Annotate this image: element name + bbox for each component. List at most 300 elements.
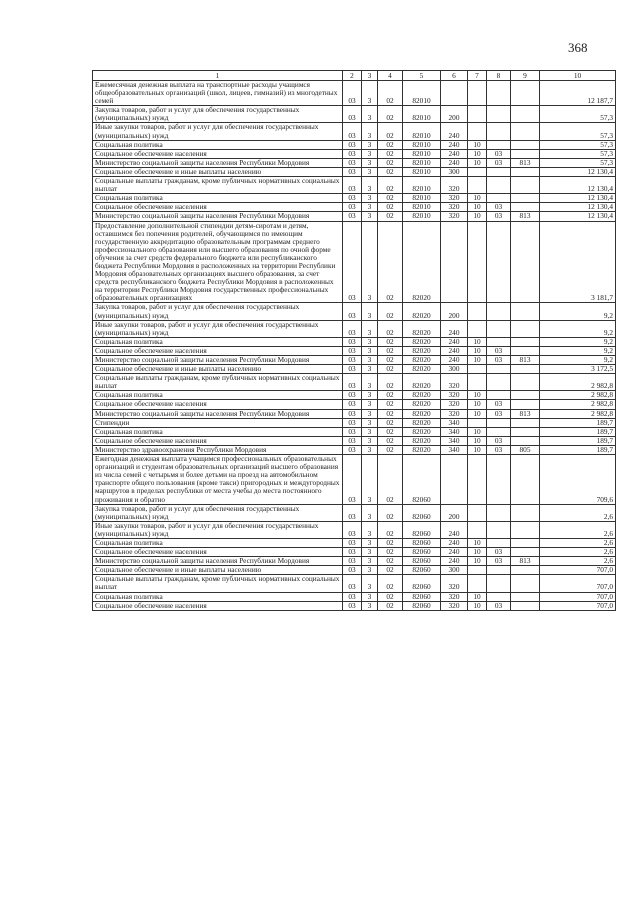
table-row [93, 445, 616, 454]
cell-code-a: 03 [343, 409, 362, 418]
table-row [93, 303, 616, 320]
cell-subsection [487, 177, 511, 194]
cell-code-a: 03 [343, 601, 362, 610]
cell-section [468, 167, 487, 176]
cell-code-a: 03 [343, 106, 362, 123]
cell-code-c: 02 [378, 158, 403, 167]
table-row [93, 521, 616, 538]
cell-item-name: Иные закупки товаров, работ и услуг для обеспечения государственных (муниципальных) нужд [93, 521, 343, 538]
cell-expense-type: 340 [441, 445, 468, 454]
cell-amount: 12 130,4 [540, 194, 616, 203]
cell-ministry-code [511, 337, 540, 346]
cell-section: 10 [468, 601, 487, 610]
cell-subsection: 03 [487, 346, 511, 355]
table-row [93, 140, 616, 149]
cell-item-name: Закупка товаров, работ и услуг для обеспечения государственных (муниципальных) нужд [93, 504, 343, 521]
cell-subsection: 03 [487, 212, 511, 221]
cell-subsection [487, 365, 511, 374]
cell-expense-type: 240 [441, 356, 468, 365]
cell-code-c: 02 [378, 521, 403, 538]
cell-amount: 12 130,4 [540, 167, 616, 176]
cell-expense-type: 320 [441, 212, 468, 221]
cell-target-code: 82060 [403, 504, 441, 521]
cell-item-name: Социальная политика [93, 427, 343, 436]
cell-section [468, 418, 487, 427]
cell-section [468, 320, 487, 337]
cell-code-b: 3 [362, 81, 378, 106]
cell-target-code: 82010 [403, 106, 441, 123]
cell-target-code: 82020 [403, 374, 441, 391]
cell-item-name: Социальное обеспечение населения [93, 203, 343, 212]
cell-code-a: 03 [343, 566, 362, 575]
cell-expense-type [441, 455, 468, 505]
cell-item-name: Социальное обеспечение и иные выплаты населению [93, 566, 343, 575]
cell-subsection: 03 [487, 548, 511, 557]
cell-code-a: 03 [343, 538, 362, 547]
cell-expense-type: 340 [441, 418, 468, 427]
cell-expense-type: 240 [441, 140, 468, 149]
cell-amount: 9,2 [540, 320, 616, 337]
cell-code-c: 02 [378, 123, 403, 140]
cell-amount: 2,6 [540, 521, 616, 538]
cell-target-code: 82020 [403, 427, 441, 436]
cell-ministry-code [511, 374, 540, 391]
cell-subsection: 03 [487, 149, 511, 158]
cell-ministry-code [511, 320, 540, 337]
cell-item-name: Социальная политика [93, 538, 343, 547]
cell-amount: 57,3 [540, 106, 616, 123]
cell-ministry-code: 813 [511, 409, 540, 418]
cell-code-c: 02 [378, 575, 403, 592]
cell-code-c: 02 [378, 346, 403, 355]
cell-code-b: 3 [362, 374, 378, 391]
cell-amount: 12 130,4 [540, 177, 616, 194]
cell-section: 10 [468, 538, 487, 547]
cell-amount: 707,0 [540, 601, 616, 610]
cell-section: 10 [468, 194, 487, 203]
cell-subsection [487, 374, 511, 391]
cell-code-b: 3 [362, 436, 378, 445]
cell-code-a: 03 [343, 374, 362, 391]
cell-target-code: 82060 [403, 601, 441, 610]
cell-item-name: Социальное обеспечение и иные выплаты населению [93, 365, 343, 374]
column-header: 9 [511, 71, 540, 81]
cell-target-code: 82020 [403, 221, 441, 303]
cell-ministry-code [511, 538, 540, 547]
table-row [93, 592, 616, 601]
table-row [93, 81, 616, 106]
cell-subsection [487, 455, 511, 505]
cell-section [468, 106, 487, 123]
cell-amount: 12 130,4 [540, 203, 616, 212]
cell-expense-type: 320 [441, 592, 468, 601]
cell-ministry-code [511, 455, 540, 505]
cell-code-a: 03 [343, 436, 362, 445]
cell-ministry-code [511, 566, 540, 575]
cell-code-b: 3 [362, 337, 378, 346]
cell-subsection: 03 [487, 409, 511, 418]
cell-section: 10 [468, 427, 487, 436]
cell-subsection [487, 106, 511, 123]
cell-expense-type: 240 [441, 320, 468, 337]
cell-item-name: Социальная политика [93, 592, 343, 601]
cell-item-name: Министерство социальной защиты населения Республики Мордовия [93, 557, 343, 566]
cell-subsection: 03 [487, 557, 511, 566]
table-body [93, 81, 616, 611]
cell-section [468, 521, 487, 538]
table-row [93, 106, 616, 123]
cell-ministry-code [511, 81, 540, 106]
cell-expense-type: 200 [441, 504, 468, 521]
table-row [93, 346, 616, 355]
cell-expense-type: 320 [441, 409, 468, 418]
cell-item-name: Стипендии [93, 418, 343, 427]
cell-expense-type: 320 [441, 575, 468, 592]
cell-expense-type: 320 [441, 203, 468, 212]
cell-item-name: Ежегодная денежная выплата учащимся профессиональных образовательных организаций и студентам образовательных организаций высшего образования из числа семей с четырьмя и более детьми на проезд на автомобильном транспорте общего пользования (кроме такси) пригородных и междугородных маршрутов в пределах республики от места учебы до места постоянного проживания и обратно [93, 455, 343, 505]
cell-ministry-code: 813 [511, 557, 540, 566]
cell-code-c: 02 [378, 538, 403, 547]
cell-code-b: 3 [362, 521, 378, 538]
cell-code-a: 03 [343, 158, 362, 167]
cell-subsection [487, 504, 511, 521]
table-row [93, 149, 616, 158]
cell-code-b: 3 [362, 203, 378, 212]
cell-code-c: 02 [378, 391, 403, 400]
cell-code-a: 03 [343, 177, 362, 194]
cell-expense-type: 300 [441, 167, 468, 176]
cell-amount: 189,7 [540, 418, 616, 427]
table-row [93, 391, 616, 400]
cell-code-c: 02 [378, 106, 403, 123]
cell-subsection [487, 521, 511, 538]
cell-ministry-code [511, 149, 540, 158]
cell-expense-type: 240 [441, 149, 468, 158]
cell-item-name: Социальные выплаты гражданам, кроме публичных нормативных социальных выплат [93, 177, 343, 194]
cell-code-a: 03 [343, 140, 362, 149]
column-header: 10 [540, 71, 616, 81]
cell-item-name: Социальная политика [93, 337, 343, 346]
cell-ministry-code [511, 123, 540, 140]
cell-target-code: 82020 [403, 320, 441, 337]
cell-item-name: Министерство здравоохранения Республики Мордовия [93, 445, 343, 454]
cell-ministry-code [511, 303, 540, 320]
table-row [93, 167, 616, 176]
cell-target-code: 82010 [403, 167, 441, 176]
table-row [93, 409, 616, 418]
cell-expense-type: 240 [441, 538, 468, 547]
cell-ministry-code [511, 436, 540, 445]
cell-code-b: 3 [362, 548, 378, 557]
cell-item-name: Социальная политика [93, 140, 343, 149]
cell-code-b: 3 [362, 504, 378, 521]
cell-ministry-code [511, 391, 540, 400]
budget-table [92, 70, 616, 611]
cell-target-code: 82020 [403, 365, 441, 374]
cell-section [468, 81, 487, 106]
cell-amount: 57,3 [540, 149, 616, 158]
cell-item-name: Министерство социальной защиты населения Республики Мордовия [93, 212, 343, 221]
cell-code-c: 02 [378, 212, 403, 221]
cell-code-b: 3 [362, 123, 378, 140]
cell-ministry-code [511, 194, 540, 203]
table-row [93, 400, 616, 409]
cell-code-c: 02 [378, 303, 403, 320]
cell-code-c: 02 [378, 557, 403, 566]
cell-expense-type: 340 [441, 427, 468, 436]
cell-target-code: 82020 [403, 409, 441, 418]
cell-section: 10 [468, 391, 487, 400]
cell-target-code: 82020 [403, 303, 441, 320]
cell-code-a: 03 [343, 212, 362, 221]
cell-amount: 2,6 [540, 538, 616, 547]
cell-item-name: Социальное обеспечение и иные выплаты населению [93, 167, 343, 176]
cell-code-c: 02 [378, 409, 403, 418]
cell-expense-type: 320 [441, 374, 468, 391]
cell-item-name: Социальное обеспечение населения [93, 548, 343, 557]
cell-subsection [487, 592, 511, 601]
cell-section [468, 566, 487, 575]
cell-section: 10 [468, 409, 487, 418]
cell-code-c: 02 [378, 167, 403, 176]
cell-code-a: 03 [343, 391, 362, 400]
table-row [93, 320, 616, 337]
cell-section: 10 [468, 400, 487, 409]
cell-section: 10 [468, 548, 487, 557]
cell-amount: 57,3 [540, 158, 616, 167]
cell-code-b: 3 [362, 212, 378, 221]
cell-target-code: 82010 [403, 194, 441, 203]
cell-code-b: 3 [362, 194, 378, 203]
cell-code-c: 02 [378, 418, 403, 427]
cell-code-b: 3 [362, 455, 378, 505]
cell-expense-type: 320 [441, 177, 468, 194]
table-row [93, 504, 616, 521]
cell-item-name: Социальные выплаты гражданам, кроме публичных нормативных социальных выплат [93, 374, 343, 391]
cell-ministry-code [511, 346, 540, 355]
table-row [93, 221, 616, 303]
cell-code-a: 03 [343, 365, 362, 374]
cell-code-b: 3 [362, 221, 378, 303]
cell-code-c: 02 [378, 436, 403, 445]
cell-expense-type: 240 [441, 123, 468, 140]
cell-amount: 2 982,8 [540, 409, 616, 418]
cell-code-a: 03 [343, 504, 362, 521]
table-row [93, 436, 616, 445]
table-row [93, 548, 616, 557]
table-row [93, 418, 616, 427]
table-row [93, 123, 616, 140]
table-row [93, 557, 616, 566]
cell-expense-type: 240 [441, 346, 468, 355]
cell-amount: 9,2 [540, 356, 616, 365]
cell-expense-type: 320 [441, 400, 468, 409]
cell-amount: 9,2 [540, 346, 616, 355]
cell-ministry-code: 805 [511, 445, 540, 454]
column-header: 1 [93, 71, 343, 81]
cell-code-b: 3 [362, 601, 378, 610]
cell-code-b: 3 [362, 356, 378, 365]
cell-target-code: 82060 [403, 548, 441, 557]
cell-ministry-code [511, 365, 540, 374]
cell-section [468, 365, 487, 374]
cell-section [468, 303, 487, 320]
cell-item-name: Иные закупки товаров, работ и услуг для обеспечения государственных (муниципальных) нужд [93, 123, 343, 140]
cell-ministry-code [511, 167, 540, 176]
cell-ministry-code [511, 203, 540, 212]
cell-section [468, 221, 487, 303]
cell-subsection [487, 221, 511, 303]
cell-section: 10 [468, 212, 487, 221]
cell-code-a: 03 [343, 221, 362, 303]
cell-code-c: 02 [378, 592, 403, 601]
cell-expense-type [441, 221, 468, 303]
cell-target-code: 82010 [403, 203, 441, 212]
cell-code-c: 02 [378, 149, 403, 158]
cell-amount: 57,3 [540, 140, 616, 149]
table-row [93, 177, 616, 194]
cell-subsection [487, 566, 511, 575]
cell-code-b: 3 [362, 303, 378, 320]
table-row [93, 337, 616, 346]
cell-section [468, 177, 487, 194]
cell-amount: 9,2 [540, 337, 616, 346]
cell-item-name: Иные закупки товаров, работ и услуг для обеспечения государственных (муниципальных) нужд [93, 320, 343, 337]
cell-expense-type: 320 [441, 391, 468, 400]
cell-code-a: 03 [343, 400, 362, 409]
cell-code-a: 03 [343, 557, 362, 566]
cell-target-code: 82060 [403, 566, 441, 575]
header-row [93, 71, 616, 81]
table-row [93, 374, 616, 391]
cell-ministry-code [511, 601, 540, 610]
cell-subsection: 03 [487, 158, 511, 167]
cell-subsection: 03 [487, 445, 511, 454]
cell-subsection [487, 167, 511, 176]
cell-code-b: 3 [362, 320, 378, 337]
table-row [93, 356, 616, 365]
cell-section: 10 [468, 445, 487, 454]
cell-item-name: Министерство социальной защиты населения Республики Мордовия [93, 409, 343, 418]
cell-target-code: 82020 [403, 346, 441, 355]
cell-section [468, 123, 487, 140]
cell-subsection: 03 [487, 400, 511, 409]
cell-item-name: Социальное обеспечение населения [93, 436, 343, 445]
cell-code-b: 3 [362, 445, 378, 454]
cell-code-b: 3 [362, 391, 378, 400]
cell-code-a: 03 [343, 81, 362, 106]
cell-item-name: Ежемесячная денежная выплата на транспортные расходы учащимся общеобразовательных организаций (школ, лицеев, гимназий) из многодетных семей [93, 81, 343, 106]
cell-amount: 707,0 [540, 566, 616, 575]
cell-amount: 709,6 [540, 455, 616, 505]
cell-target-code: 82020 [403, 356, 441, 365]
cell-target-code: 82010 [403, 158, 441, 167]
cell-section: 10 [468, 346, 487, 355]
cell-expense-type: 340 [441, 436, 468, 445]
cell-code-a: 03 [343, 548, 362, 557]
cell-expense-type: 200 [441, 303, 468, 320]
cell-expense-type: 240 [441, 337, 468, 346]
cell-code-c: 02 [378, 445, 403, 454]
cell-item-name: Закупка товаров, работ и услуг для обеспечения государственных (муниципальных) нужд [93, 303, 343, 320]
cell-subsection [487, 123, 511, 140]
cell-target-code: 82020 [403, 418, 441, 427]
cell-ministry-code [511, 592, 540, 601]
cell-code-a: 03 [343, 521, 362, 538]
cell-ministry-code [511, 221, 540, 303]
table-row [93, 566, 616, 575]
cell-code-a: 03 [343, 455, 362, 505]
cell-target-code: 82020 [403, 445, 441, 454]
cell-code-a: 03 [343, 346, 362, 355]
cell-code-a: 03 [343, 123, 362, 140]
cell-amount: 2,6 [540, 557, 616, 566]
table-row [93, 427, 616, 436]
cell-subsection [487, 538, 511, 547]
cell-code-c: 02 [378, 194, 403, 203]
cell-subsection [487, 303, 511, 320]
cell-code-b: 3 [362, 177, 378, 194]
cell-section [468, 374, 487, 391]
cell-target-code: 82060 [403, 538, 441, 547]
cell-code-b: 3 [362, 418, 378, 427]
cell-amount: 3 181,7 [540, 221, 616, 303]
cell-target-code: 82010 [403, 81, 441, 106]
column-header: 6 [441, 71, 468, 81]
cell-expense-type: 320 [441, 194, 468, 203]
cell-ministry-code [511, 400, 540, 409]
cell-amount: 2 982,8 [540, 391, 616, 400]
cell-target-code: 82020 [403, 436, 441, 445]
cell-amount: 12 130,4 [540, 212, 616, 221]
cell-code-c: 02 [378, 374, 403, 391]
cell-code-b: 3 [362, 557, 378, 566]
cell-code-b: 3 [362, 365, 378, 374]
cell-code-b: 3 [362, 167, 378, 176]
cell-target-code: 82060 [403, 521, 441, 538]
cell-target-code: 82010 [403, 149, 441, 158]
cell-amount: 3 172,5 [540, 365, 616, 374]
table-row [93, 212, 616, 221]
cell-item-name: Социальное обеспечение населения [93, 346, 343, 355]
cell-code-c: 02 [378, 221, 403, 303]
cell-expense-type: 240 [441, 548, 468, 557]
cell-section: 10 [468, 203, 487, 212]
cell-code-b: 3 [362, 409, 378, 418]
cell-expense-type [441, 81, 468, 106]
cell-code-a: 03 [343, 167, 362, 176]
cell-amount: 2,6 [540, 504, 616, 521]
cell-amount: 12 187,7 [540, 81, 616, 106]
cell-item-name: Социальное обеспечение населения [93, 601, 343, 610]
cell-code-b: 3 [362, 575, 378, 592]
column-header: 3 [362, 71, 378, 81]
cell-code-a: 03 [343, 303, 362, 320]
cell-amount: 2 982,8 [540, 374, 616, 391]
cell-expense-type: 300 [441, 365, 468, 374]
cell-code-a: 03 [343, 592, 362, 601]
cell-code-a: 03 [343, 418, 362, 427]
cell-target-code: 82020 [403, 391, 441, 400]
cell-ministry-code [511, 521, 540, 538]
cell-section: 10 [468, 356, 487, 365]
cell-item-name: Социальная политика [93, 194, 343, 203]
column-header: 5 [403, 71, 441, 81]
cell-amount: 2,6 [540, 548, 616, 557]
cell-ministry-code [511, 504, 540, 521]
cell-amount: 707,0 [540, 592, 616, 601]
cell-item-name: Социальное обеспечение населения [93, 400, 343, 409]
